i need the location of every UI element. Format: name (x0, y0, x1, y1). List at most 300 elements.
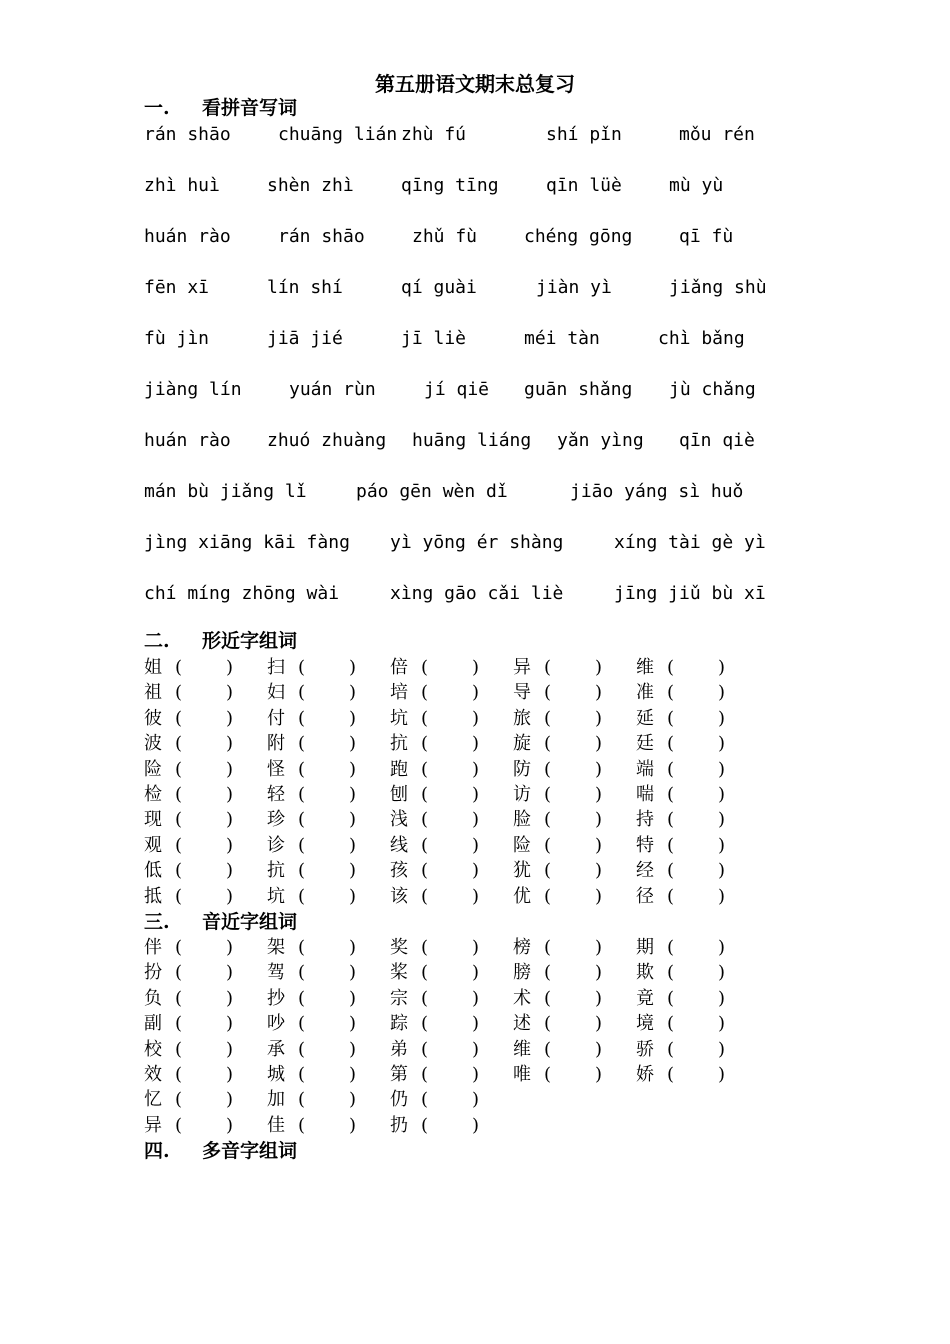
word-group-item (390, 1113, 502, 1138)
blank-close-paren: ) (595, 1038, 603, 1060)
word-group-item (390, 706, 502, 731)
blank-open-paren: ( (175, 707, 183, 729)
word-group-row (144, 858, 764, 883)
blank-open-paren: ( (544, 1013, 552, 1035)
word-group-item (267, 680, 379, 705)
pinyin-word: huán rào (144, 430, 231, 451)
word-group-item (144, 986, 256, 1011)
character: 唯 (513, 1064, 531, 1085)
word-group-row (144, 833, 764, 858)
pinyin-row (144, 276, 824, 300)
character: 维 (636, 657, 654, 678)
blank-close-paren: ) (349, 1013, 357, 1035)
word-group-item (390, 757, 502, 782)
word-group-row (144, 706, 764, 731)
blank-close-paren: ) (718, 758, 726, 780)
word-group-item (267, 1113, 379, 1138)
word-group-item (636, 680, 748, 705)
blank-close-paren: ) (226, 657, 234, 678)
word-group-item (267, 1062, 379, 1087)
character: 校 (144, 1038, 162, 1060)
word-group-item (390, 655, 502, 680)
word-group-item (267, 833, 379, 858)
character: 抗 (267, 860, 285, 882)
blank-close-paren: ) (595, 758, 603, 780)
blank-open-paren: ( (175, 758, 183, 780)
blank-close-paren: ) (226, 1064, 234, 1085)
word-group-item (636, 782, 748, 807)
word-group-item (144, 1062, 256, 1087)
word-group-item (513, 986, 625, 1011)
blank-open-paren: ( (175, 987, 183, 1009)
character: 骄 (636, 1038, 654, 1060)
word-group-item (390, 1062, 502, 1087)
word-group-item (144, 782, 256, 807)
blank-open-paren: ( (421, 733, 429, 755)
word-group-item (144, 1011, 256, 1036)
blank-open-paren: ( (298, 885, 306, 907)
word-group-item (513, 782, 625, 807)
pinyin-word: rán shāo (278, 226, 365, 247)
character: 诊 (267, 834, 285, 856)
pinyin-row (144, 480, 824, 504)
character: 踪 (390, 1013, 408, 1035)
word-group-item (390, 1011, 502, 1036)
blank-open-paren: ( (421, 962, 429, 984)
blank-close-paren: ) (472, 937, 480, 958)
pinyin-word: fù jìn (144, 328, 210, 349)
blank-open-paren: ( (544, 784, 552, 805)
blank-open-paren: ( (421, 1038, 429, 1060)
pinyin-row (144, 531, 824, 555)
blank-open-paren: ( (298, 784, 306, 805)
character: 娇 (636, 1064, 654, 1085)
pinyin-word: qí guài (401, 277, 477, 298)
character: 城 (267, 1064, 285, 1085)
word-group-item (390, 680, 502, 705)
pinyin-word: páo gēn wèn dǐ (356, 481, 508, 502)
blank-close-paren: ) (718, 809, 726, 831)
word-group-item (390, 1037, 502, 1062)
blank-close-paren: ) (472, 1089, 480, 1111)
blank-open-paren: ( (298, 1114, 306, 1136)
pinyin-word: chì bǎng (658, 328, 745, 349)
blank-open-paren: ( (544, 682, 552, 704)
blank-open-paren: ( (175, 733, 183, 755)
blank-open-paren: ( (298, 962, 306, 984)
character: 培 (390, 682, 408, 704)
word-group-item (390, 986, 502, 1011)
blank-close-paren: ) (472, 682, 480, 704)
character: 效 (144, 1064, 162, 1085)
word-group-item (513, 706, 625, 731)
pinyin-row (144, 123, 824, 147)
blank-close-paren: ) (349, 962, 357, 984)
character: 维 (513, 1038, 531, 1060)
character: 佳 (267, 1114, 285, 1136)
word-group-row (144, 655, 764, 680)
word-group-item (267, 1011, 379, 1036)
word-group-item (390, 960, 502, 985)
blank-open-paren: ( (298, 758, 306, 780)
blank-open-paren: ( (667, 962, 675, 984)
pinyin-word: zhù fú (401, 124, 467, 145)
blank-close-paren: ) (472, 885, 480, 907)
blank-open-paren: ( (667, 1064, 675, 1085)
pinyin-row (144, 225, 824, 249)
blank-close-paren: ) (595, 962, 603, 984)
blank-close-paren: ) (226, 987, 234, 1009)
character: 抄 (267, 987, 285, 1009)
word-group-item (636, 858, 748, 883)
blank-open-paren: ( (421, 885, 429, 907)
word-group-item (144, 833, 256, 858)
section-label: 形近字组词 (202, 630, 298, 652)
character: 承 (267, 1038, 285, 1060)
word-group-item (144, 655, 256, 680)
blank-open-paren: ( (298, 809, 306, 831)
section-number: 四. (144, 1140, 170, 1162)
word-group-item (267, 757, 379, 782)
character: 扔 (390, 1114, 408, 1136)
blank-open-paren: ( (544, 885, 552, 907)
pinyin-word: jù chǎng (669, 379, 756, 400)
blank-close-paren: ) (718, 1038, 726, 1060)
blank-open-paren: ( (298, 1064, 306, 1085)
pinyin-word: mǒu rén (679, 124, 755, 145)
pinyin-row (144, 327, 824, 351)
pinyin-word: mán bù jiǎng lǐ (144, 481, 307, 502)
word-group-item (144, 680, 256, 705)
word-group-item (513, 1037, 625, 1062)
pinyin-word: jiàn yì (536, 277, 612, 298)
blank-close-paren: ) (226, 784, 234, 805)
blank-close-paren: ) (226, 1013, 234, 1035)
word-group-item (636, 1011, 748, 1036)
character: 现 (144, 809, 162, 831)
blank-open-paren: ( (175, 784, 183, 805)
blank-open-paren: ( (298, 1089, 306, 1111)
character: 浅 (390, 809, 408, 831)
blank-open-paren: ( (421, 834, 429, 856)
pinyin-word: jī liè (401, 328, 467, 349)
blank-open-paren: ( (667, 834, 675, 856)
word-group-item (390, 1087, 502, 1112)
character: 抵 (144, 885, 162, 907)
word-group-item (513, 960, 625, 985)
blank-close-paren: ) (349, 682, 357, 704)
blank-open-paren: ( (544, 834, 552, 856)
word-group-item (267, 655, 379, 680)
blank-open-paren: ( (667, 809, 675, 831)
blank-open-paren: ( (544, 1038, 552, 1060)
blank-open-paren: ( (298, 1038, 306, 1060)
character: 负 (144, 987, 162, 1009)
blank-close-paren: ) (718, 657, 726, 678)
blank-close-paren: ) (472, 733, 480, 755)
blank-open-paren: ( (544, 987, 552, 1009)
blank-open-paren: ( (175, 860, 183, 882)
section2-heading (144, 629, 297, 653)
pinyin-word: qīn lüè (546, 175, 622, 196)
blank-open-paren: ( (421, 1013, 429, 1035)
blank-open-paren: ( (175, 657, 183, 678)
blank-close-paren: ) (349, 1089, 357, 1111)
blank-open-paren: ( (298, 987, 306, 1009)
character: 宗 (390, 987, 408, 1009)
word-group-item (267, 706, 379, 731)
blank-open-paren: ( (544, 809, 552, 831)
blank-open-paren: ( (421, 860, 429, 882)
word-group-item (636, 1062, 748, 1087)
blank-open-paren: ( (544, 733, 552, 755)
word-group-row (144, 1113, 764, 1138)
pinyin-word: qīn qiè (679, 430, 755, 451)
blank-close-paren: ) (595, 860, 603, 882)
character: 期 (636, 937, 654, 958)
character: 险 (144, 758, 162, 780)
blank-close-paren: ) (472, 860, 480, 882)
word-group-item (267, 935, 379, 960)
pinyin-word: zhuó zhuàng (267, 430, 387, 451)
pinyin-word: huāng liáng (412, 430, 532, 451)
character: 检 (144, 784, 162, 805)
blank-close-paren: ) (349, 987, 357, 1009)
blank-open-paren: ( (175, 937, 183, 958)
character: 彼 (144, 707, 162, 729)
character: 坑 (267, 885, 285, 907)
blank-open-paren: ( (667, 860, 675, 882)
blank-close-paren: ) (595, 657, 603, 678)
blank-open-paren: ( (298, 937, 306, 958)
pinyin-word: jiāo yáng sì huǒ (570, 481, 744, 502)
word-group-item (513, 680, 625, 705)
word-group-item (513, 1011, 625, 1036)
section-label: 多音字组词 (202, 1140, 298, 1162)
character: 姐 (144, 657, 162, 678)
character: 优 (513, 885, 531, 907)
blank-close-paren: ) (472, 809, 480, 831)
page-title: 第五册语文期末总复习 (375, 72, 575, 96)
word-group-item (267, 1087, 379, 1112)
pinyin-word: shí pǐn (546, 124, 622, 145)
word-group-item (636, 1037, 748, 1062)
blank-close-paren: ) (226, 1038, 234, 1060)
character: 术 (513, 987, 531, 1009)
blank-open-paren: ( (544, 937, 552, 958)
word-group-item (390, 731, 502, 756)
character: 波 (144, 733, 162, 755)
character: 述 (513, 1013, 531, 1035)
blank-close-paren: ) (718, 707, 726, 729)
character: 喘 (636, 784, 654, 805)
blank-close-paren: ) (718, 733, 726, 755)
pinyin-row (144, 429, 824, 453)
pinyin-word: zhǔ fù (412, 226, 478, 247)
pinyin-word: chí míng zhōng wài (144, 583, 340, 604)
blank-close-paren: ) (718, 1064, 726, 1085)
character: 线 (390, 834, 408, 856)
word-group-row (144, 807, 764, 832)
blank-open-paren: ( (667, 758, 675, 780)
blank-close-paren: ) (718, 834, 726, 856)
character: 险 (513, 834, 531, 856)
blank-open-paren: ( (175, 1064, 183, 1085)
section-number: 一. (144, 97, 170, 119)
pinyin-row (144, 174, 824, 198)
blank-close-paren: ) (226, 809, 234, 831)
blank-close-paren: ) (472, 1114, 480, 1136)
section-number: 三. (144, 911, 170, 933)
word-group-row (144, 782, 764, 807)
blank-open-paren: ( (544, 1064, 552, 1085)
word-group-item (144, 731, 256, 756)
character: 旋 (513, 733, 531, 755)
blank-close-paren: ) (595, 987, 603, 1009)
section-label: 音近字组词 (202, 911, 298, 933)
word-group-item (513, 655, 625, 680)
blank-close-paren: ) (472, 1038, 480, 1060)
word-group-row (144, 884, 764, 909)
character: 怪 (267, 758, 285, 780)
character: 坑 (390, 707, 408, 729)
blank-close-paren: ) (349, 885, 357, 907)
blank-open-paren: ( (421, 707, 429, 729)
word-group-item (513, 884, 625, 909)
character: 异 (144, 1114, 162, 1136)
word-group-row (144, 1062, 764, 1087)
character: 刨 (390, 784, 408, 805)
blank-open-paren: ( (298, 733, 306, 755)
word-group-item (144, 884, 256, 909)
word-group-item (513, 731, 625, 756)
character: 祖 (144, 682, 162, 704)
blank-open-paren: ( (544, 860, 552, 882)
character: 持 (636, 809, 654, 831)
word-group-item (636, 833, 748, 858)
blank-close-paren: ) (226, 682, 234, 704)
character: 妇 (267, 682, 285, 704)
character: 忆 (144, 1089, 162, 1111)
character: 倍 (390, 657, 408, 678)
blank-open-paren: ( (544, 758, 552, 780)
word-group-item (144, 960, 256, 985)
word-group-item (513, 935, 625, 960)
word-group-item (636, 757, 748, 782)
word-group-item (513, 833, 625, 858)
word-group-item (390, 807, 502, 832)
blank-open-paren: ( (667, 937, 675, 958)
blank-close-paren: ) (349, 860, 357, 882)
blank-close-paren: ) (718, 987, 726, 1009)
character: 副 (144, 1013, 162, 1035)
character: 弟 (390, 1038, 408, 1060)
blank-open-paren: ( (298, 707, 306, 729)
pinyin-row (144, 582, 824, 606)
blank-close-paren: ) (472, 1064, 480, 1085)
blank-open-paren: ( (667, 987, 675, 1009)
word-group-row (144, 935, 764, 960)
word-group-item (267, 858, 379, 883)
word-group-item (144, 1113, 256, 1138)
blank-close-paren: ) (349, 1114, 357, 1136)
blank-close-paren: ) (718, 962, 726, 984)
word-group-row (144, 680, 764, 705)
pinyin-word: qīng tīng (401, 175, 499, 196)
pinyin-word: huán rào (144, 226, 231, 247)
blank-open-paren: ( (175, 1013, 183, 1035)
blank-open-paren: ( (175, 834, 183, 856)
blank-open-paren: ( (421, 809, 429, 831)
blank-open-paren: ( (544, 707, 552, 729)
word-group-item (636, 731, 748, 756)
character: 伴 (144, 937, 162, 958)
word-group-item (636, 884, 748, 909)
character: 加 (267, 1089, 285, 1111)
word-group-row (144, 757, 764, 782)
pinyin-word: shèn zhì (267, 175, 354, 196)
pinyin-word: yǎn yìng (557, 430, 644, 451)
word-group-item (513, 807, 625, 832)
blank-open-paren: ( (544, 962, 552, 984)
blank-open-paren: ( (298, 657, 306, 678)
word-group-item (390, 935, 502, 960)
character: 径 (636, 885, 654, 907)
blank-close-paren: ) (349, 707, 357, 729)
blank-close-paren: ) (226, 834, 234, 856)
blank-close-paren: ) (718, 937, 726, 958)
word-group-item (636, 807, 748, 832)
pinyin-word: jí qiē (424, 379, 490, 400)
blank-close-paren: ) (595, 682, 603, 704)
word-group-item (267, 1037, 379, 1062)
word-group-item (390, 858, 502, 883)
blank-open-paren: ( (667, 784, 675, 805)
character: 扫 (267, 657, 285, 678)
blank-close-paren: ) (595, 733, 603, 755)
word-group-item (390, 782, 502, 807)
character: 访 (513, 784, 531, 805)
blank-close-paren: ) (349, 758, 357, 780)
blank-open-paren: ( (175, 809, 183, 831)
blank-close-paren: ) (226, 1114, 234, 1136)
blank-open-paren: ( (421, 784, 429, 805)
pinyin-word: rán shāo (144, 124, 231, 145)
blank-open-paren: ( (175, 885, 183, 907)
character: 仍 (390, 1089, 408, 1111)
blank-open-paren: ( (175, 1038, 183, 1060)
pinyin-word: jiǎng shù (669, 277, 767, 298)
blank-open-paren: ( (298, 682, 306, 704)
blank-close-paren: ) (718, 860, 726, 882)
character: 驾 (267, 962, 285, 984)
character: 经 (636, 860, 654, 882)
blank-close-paren: ) (718, 885, 726, 907)
blank-close-paren: ) (349, 834, 357, 856)
pinyin-word: lín shí (267, 277, 343, 298)
character: 观 (144, 834, 162, 856)
character: 欺 (636, 962, 654, 984)
pinyin-word: mù yù (669, 175, 724, 196)
blank-open-paren: ( (667, 733, 675, 755)
blank-close-paren: ) (718, 784, 726, 805)
word-group-item (267, 782, 379, 807)
word-group-item (636, 935, 748, 960)
blank-close-paren: ) (226, 733, 234, 755)
pinyin-word: xìng gāo cǎi liè (390, 583, 564, 604)
character: 境 (636, 1013, 654, 1035)
character: 跑 (390, 758, 408, 780)
